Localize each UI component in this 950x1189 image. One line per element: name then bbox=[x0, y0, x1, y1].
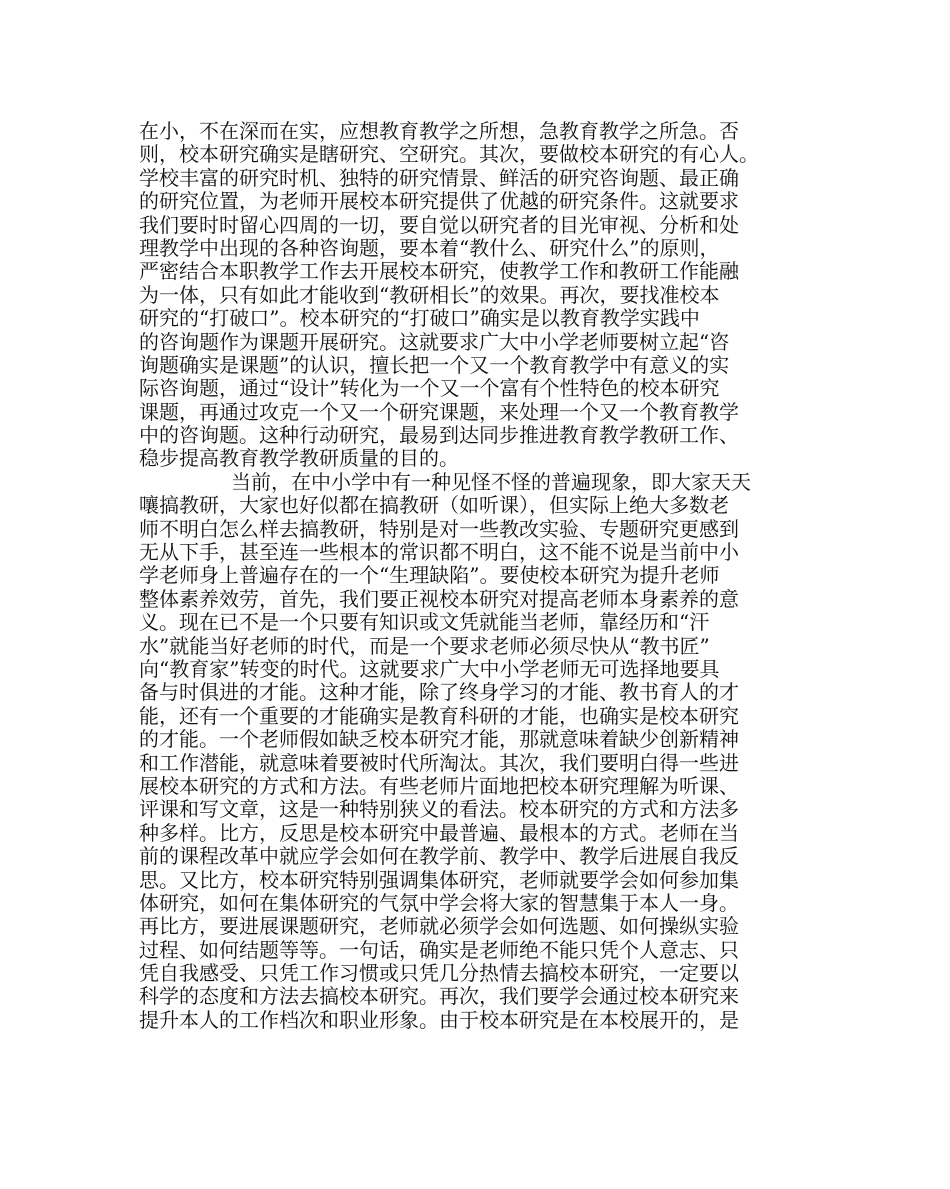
text-line: 提升本人的工作档次和职业形象。由于校本研究是在本校展开的，是 bbox=[139, 1007, 739, 1032]
text-line: 为一体，只有如此才能收到“教研相长”的效果。再次，要找准校本 bbox=[139, 282, 720, 307]
text-line: 的研究位置，为老师开展校本研究提供了优越的研究条件。这就要求 bbox=[139, 189, 739, 214]
text-line: 和工作潜能，就意味着要被时代所淘汰。其次，我们要明白得一些进 bbox=[139, 750, 739, 775]
text-line: 无从下手，甚至连一些根本的常识都不明白，这不能不说是当前中小 bbox=[139, 540, 739, 565]
text-line: 理教学中出现的各种咨询题，要本着“教什么、研究什么”的原则， bbox=[139, 235, 720, 260]
text-line: 过程、如何结题等等。一句话，确实是老师绝不能只凭个人意志、只 bbox=[139, 937, 739, 962]
text-line: 际咨询题，通过“设计”转化为一个又一个富有个性特色的校本研究 bbox=[139, 376, 720, 401]
paragraph-1 bbox=[139, 120, 829, 471]
text-line: 义。现在已不是一个只要有知识或文凭就能当老师，靠经历和“汗 bbox=[139, 610, 710, 635]
text-line: 师不明白怎么样去搞教研，特别是对一些教改实验、专题研究更感到 bbox=[139, 516, 739, 541]
text-line: 水”就能当好老师的时代，而是一个要求老师必须尽快从“教书匠” bbox=[139, 633, 710, 658]
paragraph-2 bbox=[139, 471, 829, 1032]
text-line: 备与时俱进的才能。这种才能，除了终身学习的才能、教书育人的才 bbox=[139, 680, 739, 705]
text-line: 嚷搞教研，大家也好似都在搞教研（如听课），但实际上绝大多数老 bbox=[139, 493, 729, 518]
text-line: 再比方，要进展课题研究，老师就必须学会如何选题、如何操纵实验 bbox=[139, 914, 739, 939]
text-line: 的才能。一个老师假如缺乏校本研究才能，那就意味着缺少创新精神 bbox=[139, 727, 739, 752]
body-text bbox=[139, 120, 829, 1032]
text-line: 学校丰富的研究时机、独特的研究情景、鲜活的研究咨询题、最正确 bbox=[139, 165, 739, 190]
text-line: 中的咨询题。这种行动研究，最易到达同步推进教育教学教研工作、 bbox=[139, 423, 739, 448]
text-line: 整体素养效劳，首先，我们要正视校本研究对提高老师本身素养的意 bbox=[139, 586, 739, 611]
text-line: 展校本研究的方式和方法。有些老师片面地把校本研究理解为听课、 bbox=[139, 773, 739, 798]
text-line: 种多样。比方，反思是校本研究中最普遍、最根本的方式。老师在当 bbox=[139, 820, 739, 845]
text-line: 能，还有一个重要的才能确实是教育科研的才能，也确实是校本研究 bbox=[139, 703, 739, 728]
text-line: 向“教育家”转变的时代。这就要求广大中小学老师无可选择地要具 bbox=[139, 656, 720, 681]
text-line: 思。又比方，校本研究特别强调集体研究，老师就要学会如何参加集 bbox=[139, 867, 739, 892]
text-line: 当前，在中小学中有一种见怪不怪的普遍现象，即大家天天 bbox=[231, 469, 751, 494]
text-line: 学老师身上普遍存在的一个“生理缺陷”。要使校本研究为提升老师 bbox=[139, 563, 720, 588]
text-line: 凭自我感受、只凭工作习惯或只凭几分热情去搞校本研究，一定要以 bbox=[139, 961, 739, 986]
text-line: 研究的“打破口”。校本研究的“打破口”确实是以教育教学实践中 bbox=[139, 306, 700, 331]
text-line: 我们要时时留心四周的一切，要自觉以研究者的目光审视、分析和处 bbox=[139, 212, 739, 237]
text-line: 严密结合本职教学工作去开展校本研究，使教学工作和教研工作能融 bbox=[139, 259, 739, 284]
text-line: 则，校本研究确实是瞎研究、空研究。其次，要做校本研究的有心人。 bbox=[139, 142, 759, 167]
text-line: 前的课程改革中就应学会如何在教学前、教学中、教学后进展自我反 bbox=[139, 844, 739, 869]
text-line: 体研究，如何在集体研究的气氛中学会将大家的智慧集于本人一身。 bbox=[139, 890, 739, 915]
text-line: 询题确实是课题”的认识，擅长把一个又一个教育教学中有意义的实 bbox=[139, 352, 730, 377]
text-line: 科学的态度和方法去搞校本研究。再次，我们要学会通过校本研究来 bbox=[139, 984, 739, 1009]
text-line: 稳步提高教育教学教研质量的目的。 bbox=[139, 446, 459, 471]
text-line: 课题，再通过攻克一个又一个研究课题，来处理一个又一个教育教学 bbox=[139, 399, 739, 424]
text-line: 评课和写文章，这是一种特别狭义的看法。校本研究的方式和方法多 bbox=[139, 797, 739, 822]
text-line: 的咨询题作为课题开展研究。这就要求广大中小学老师要树立起“咨 bbox=[139, 329, 730, 354]
text-line: 在小，不在深而在实，应想教育教学之所想，急教育教学之所急。否 bbox=[139, 119, 739, 143]
